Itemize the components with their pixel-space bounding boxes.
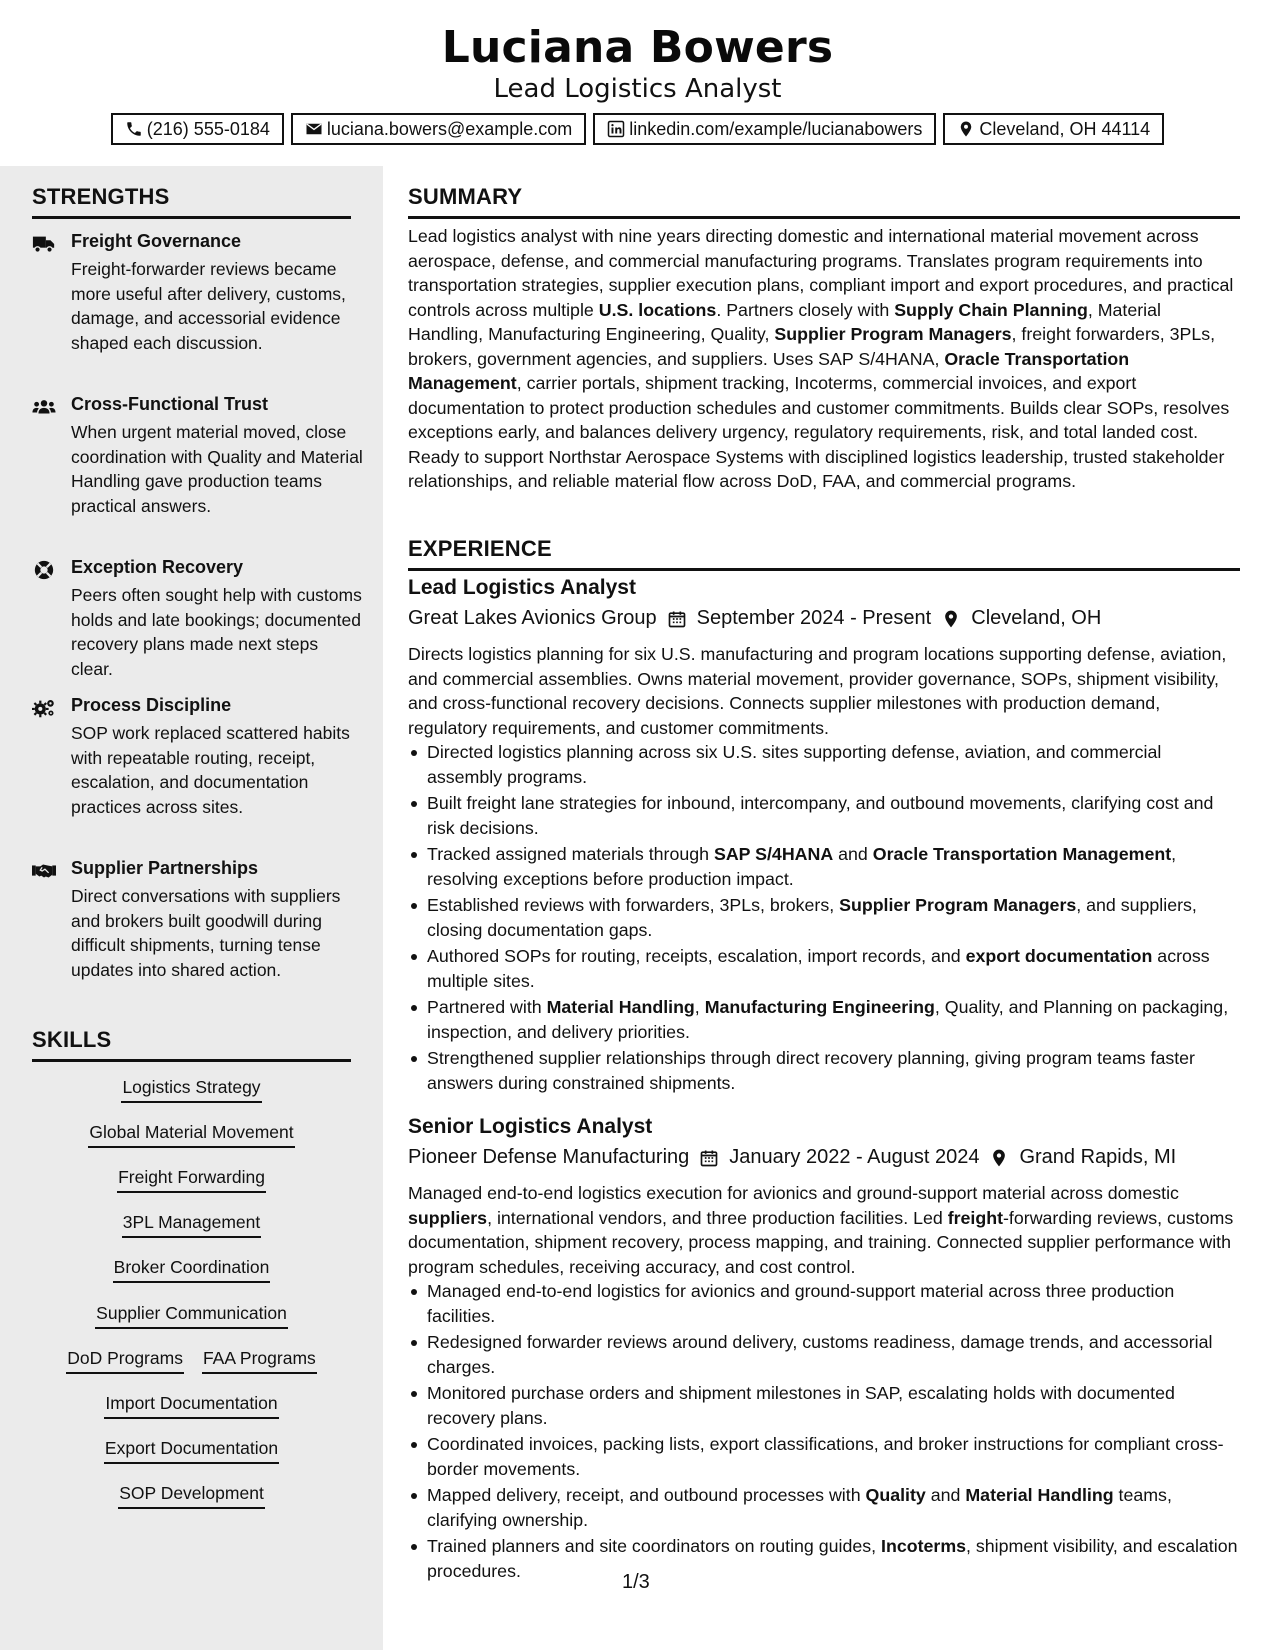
bullet-text: Monitored purchase orders and shipment milestones in SAP, escalating holds with documented recovery plans. [427, 1383, 1175, 1428]
handshake-icon [32, 860, 56, 882]
job-title: Lead Logistics Analyst [408, 576, 636, 599]
job-meta [408, 1146, 1176, 1169]
description-part: , international vendors, and three production facilities. Led [487, 1207, 948, 1228]
job-description [408, 1181, 1240, 1279]
users-icon [32, 396, 56, 418]
skills-heading: SKILLS [32, 1027, 351, 1062]
contact-location[interactable] [943, 113, 1164, 145]
bullet-text: , resolving exceptions before production impact. [427, 844, 1177, 889]
summary-part: , Material Handling, Manufacturing Engineering, Quality, [408, 299, 1161, 344]
skill-row [32, 1077, 351, 1103]
skill-row [32, 1348, 351, 1374]
summary-emphasis: Supplier Program Managers [774, 324, 1012, 344]
bullet-text: teams, clarifying ownership. [427, 1485, 1172, 1530]
skill-row [32, 1122, 351, 1148]
skill-tag: Freight Forwarding [117, 1167, 266, 1193]
bullet-item [408, 1432, 1240, 1481]
bullet-text: , [694, 997, 705, 1017]
contact-email[interactable] [291, 113, 586, 145]
bullet-item [408, 1279, 1240, 1328]
skill-tag: Broker Coordination [113, 1257, 271, 1283]
map-pin-icon [989, 1148, 1009, 1168]
bullet-text: and [925, 1485, 966, 1505]
bullet-item [408, 995, 1240, 1044]
description-emphasis: freight [947, 1207, 1004, 1228]
bullet-text: Trained planners and site coordinators on routing guides, [427, 1536, 882, 1556]
linkedin-text: linkedin.com/example/lucianabowers [629, 118, 923, 139]
bullet-text: Directed logistics planning across six U.S. sites supporting defense, aviation, and commercial assembly programs. [427, 742, 1162, 787]
summary-emphasis: Supply Chain Planning [894, 299, 1088, 320]
bullet-emphasis: Material Handling [965, 1485, 1114, 1505]
bullet-emphasis: SAP S/4HANA [713, 844, 834, 864]
strengths-heading: STRENGTHS [32, 184, 351, 219]
skill-tag: FAA Programs [202, 1348, 317, 1374]
bullet-item [408, 1330, 1240, 1379]
bullet-text: Authored SOPs for routing, receipts, escalation, import records, and [427, 946, 966, 966]
contact-bar [0, 113, 1275, 145]
bullet-emphasis: Quality [865, 1485, 926, 1505]
bullet-emphasis: Manufacturing Engineering [704, 997, 935, 1017]
bullet-item [408, 893, 1240, 942]
bullet-text: Coordinated invoices, packing lists, export classifications, and broker instructions for compliant cross-border movements. [427, 1434, 1224, 1479]
strength-title: Cross-Functional Trust [71, 394, 269, 414]
bullet-item [408, 791, 1240, 840]
bullet-text: Built freight lane strategies for inbound, intercompany, and outbound movements, clarifying cost and risk decisions. [427, 793, 1214, 838]
description-emphasis: suppliers [408, 1207, 488, 1228]
summary-part: Lead logistics analyst with nine years directing domestic and international material movement across aerospace, defense, and commercial manufacturing programs. Translates program requirements into transportation strategies, supplier execution plans, compliant import and export procedures, and practical controls across multiple [408, 226, 1234, 320]
bullet-text: Tracked assigned materials through [427, 844, 714, 864]
job-bullets [408, 1279, 1240, 1585]
bullet-item [408, 1534, 1240, 1583]
skill-row [32, 1212, 351, 1238]
job-location: Grand Rapids, MI [1019, 1146, 1177, 1168]
gears-icon [32, 697, 56, 719]
bullet-text: , and suppliers, closing documentation gaps. [427, 895, 1197, 940]
email-text: luciana.bowers@example.com [326, 118, 573, 139]
bullet-text: Strengthened supplier relationships through direct recovery planning, giving program teams faster answers during constrained shipments. [427, 1048, 1195, 1093]
calendar-icon [667, 609, 687, 629]
bullet-item [408, 1483, 1240, 1532]
job-meta [408, 607, 1101, 630]
skill-row [32, 1393, 351, 1419]
job-title: Senior Logistics Analyst [408, 1115, 653, 1138]
bullet-item [408, 1046, 1240, 1095]
job-dates: January 2022 - August 2024 [729, 1146, 980, 1168]
bullet-emphasis: Material Handling [546, 997, 695, 1017]
candidate-title: Lead Logistics Analyst [493, 74, 782, 104]
bullet-text: and [833, 844, 873, 864]
strength-body: Direct conversations with suppliers and brokers built goodwill during difficult shipments, turning tense updates into shared action. [71, 886, 341, 980]
summary-heading: SUMMARY [408, 184, 1240, 219]
skill-tag: 3PL Management [122, 1212, 262, 1238]
strength-body: When urgent material moved, close coordination with Quality and Material Handling gave production teams practical answers. [71, 422, 363, 516]
linkedin-icon [607, 120, 625, 138]
skill-row [32, 1257, 351, 1283]
lifebuoy-icon [32, 559, 56, 581]
bullet-text: Redesigned forwarder reviews around delivery, customs readiness, damage trends, and accessorial charges. [427, 1332, 1213, 1377]
skill-tag: DoD Programs [66, 1348, 184, 1374]
strength-title: Freight Governance [71, 231, 242, 251]
description-part: Managed end-to-end logistics execution for avionics and ground-support material across domestic [408, 1183, 1179, 1203]
strength-title: Process Discipline [71, 695, 232, 715]
envelope-icon [305, 120, 323, 138]
map-pin-icon [941, 609, 961, 629]
summary-part: , freight forwarders, 3PLs, brokers, government agencies, and suppliers. Uses SAP S/4HANA, [408, 324, 1216, 369]
bullet-text: Established reviews with forwarders, 3PLs, brokers, [427, 895, 840, 915]
skill-tag: Logistics Strategy [121, 1077, 261, 1103]
strength-title: Supplier Partnerships [71, 858, 259, 878]
candidate-name: Luciana Bowers [441, 22, 834, 73]
summary-part: . Partners closely with [716, 299, 895, 320]
job-dates: September 2024 - Present [696, 607, 932, 629]
skill-tag: Supplier Communication [95, 1303, 288, 1329]
calendar-icon [699, 1148, 719, 1168]
skill-row [32, 1438, 351, 1464]
strength-body: Freight-forwarder reviews became more useful after delivery, customs, damage, and accessorial evidence shaped each discussion. [71, 259, 346, 353]
skill-row [32, 1303, 351, 1329]
bullet-text: across multiple sites. [427, 946, 1210, 991]
skill-row [32, 1167, 351, 1193]
skill-row [32, 1483, 351, 1509]
page-number: 1/3 [622, 1571, 650, 1593]
job-company: Pioneer Defense Manufacturing [408, 1146, 690, 1168]
bullet-text: Managed end-to-end logistics for avionics and ground-support material across three production facilities. [427, 1281, 1175, 1326]
bullet-emphasis: Oracle Transportation Management [872, 844, 1172, 864]
bullet-item [408, 842, 1240, 891]
location-text: Cleveland, OH 44114 [979, 118, 1151, 139]
skill-tag: Import Documentation [104, 1393, 278, 1419]
summary-text [408, 224, 1240, 494]
bullet-item [408, 1381, 1240, 1430]
phone-text: (216) 555-0184 [146, 118, 270, 139]
summary-part: , carrier portals, shipment tracking, Incoterms, commercial invoices, and export documentation to protect production schedules and customer commitments. Builds clear SOPs, resolves exceptions early, and balances delivery urgency, regulatory requirements, risk, and total landed cost. Ready to support Northstar Aerospace Systems with disciplined logistics leadership, trusted stakeholder relationships, and reliable material flow across DoD, FAA, and commercial programs. [408, 373, 1230, 491]
job-company: Great Lakes Avionics Group [408, 607, 657, 629]
contact-phone[interactable] [111, 113, 284, 145]
bullet-text: , Quality, and Planning on packaging, inspection, and delivery priorities. [427, 997, 1229, 1042]
bullet-item [408, 740, 1240, 789]
contact-linkedin[interactable] [593, 113, 936, 145]
experience-heading: EXPERIENCE [408, 536, 1240, 571]
skill-tag: Export Documentation [104, 1438, 279, 1464]
bullet-emphasis: export documentation [965, 946, 1153, 966]
bullet-emphasis: Incoterms [881, 1536, 967, 1556]
summary-emphasis: Oracle Transportation Management [408, 348, 1130, 393]
phone-icon [125, 120, 143, 138]
job-description: Directs logistics planning for six U.S. manufacturing and program locations supporting defense, aviation, and commercial assemblies. Owns material movement, provider governance, SOPs, shipment visibility, and cross-functional recovery decisions. Connects supplier milestones with production demand, regulatory requirements, and customer commitments. [408, 644, 1227, 738]
description-part: -forwarding reviews, customs documentation, shipment recovery, process mapping, and training. Connected supplier performance with program schedules, receiving accuracy, and cost control. [408, 1207, 1234, 1277]
bullet-text: Mapped delivery, receipt, and outbound processes with [427, 1485, 866, 1505]
truck-icon [32, 233, 56, 255]
skill-tag: SOP Development [118, 1483, 265, 1509]
strength-title: Exception Recovery [71, 557, 244, 577]
summary-emphasis: U.S. locations [598, 299, 717, 320]
bullet-text: Partnered with [427, 997, 547, 1017]
skill-tag: Global Material Movement [88, 1122, 294, 1148]
map-pin-icon [957, 120, 975, 138]
job-bullets [408, 740, 1240, 1097]
bullet-emphasis: Supplier Program Managers [839, 895, 1077, 915]
bullet-text: , shipment visibility, and escalation procedures. [427, 1536, 1238, 1581]
job-location: Cleveland, OH [971, 607, 1102, 629]
strength-body: Peers often sought help with customs holds and late bookings; documented recovery plans made next steps clear. [71, 585, 362, 679]
strength-body: SOP work replaced scattered habits with repeatable routing, receipt, escalation, and documentation practices across sites. [71, 723, 350, 817]
bullet-item [408, 944, 1240, 993]
